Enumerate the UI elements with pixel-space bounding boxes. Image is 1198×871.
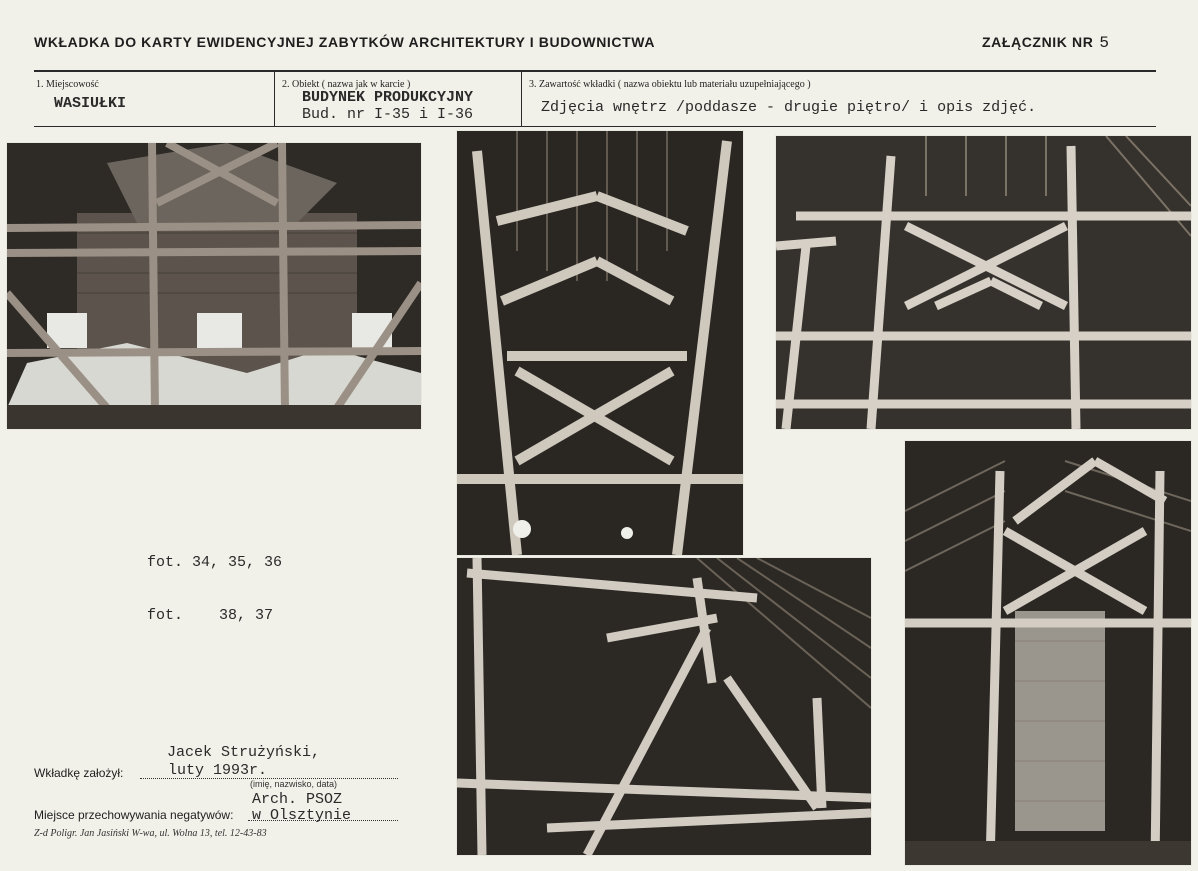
photo-numbers-line-1: fot. 34, 35, 36	[147, 554, 283, 571]
contents-value: Zdjęcia wnętrz /poddasze - drugie piętro/ i opis zdjęć.	[541, 99, 1037, 116]
photo-icon	[457, 558, 871, 855]
object-value-line-1: BUDYNEK PRODUKCYJNY	[302, 89, 474, 106]
photo-icon	[776, 136, 1191, 429]
photo-icon	[7, 143, 421, 429]
attic-photo-36	[775, 135, 1192, 430]
author-date: luty 1993r.	[168, 762, 268, 779]
locality-label: 1. Miejscowość	[36, 79, 99, 90]
storage-value-line-2: w Olsztynie	[252, 807, 352, 824]
attic-photo-34	[6, 142, 422, 430]
author-label: Wkładkę założył:	[34, 766, 124, 780]
header-bottom-rule	[34, 126, 1156, 127]
contents-label: 3. Zawartość wkładki ( nazwa obiektu lub materiału uzupełniającego )	[529, 79, 811, 90]
field-divider	[274, 72, 275, 126]
form-title: WKŁADKA DO KARTY EWIDENCYJNEJ ZABYTKÓW ARCHITEKTURY I BUDOWNICTWA	[34, 34, 656, 50]
storage-label: Miejsce przechowywania negatywów:	[34, 808, 234, 822]
author-hint: (imię, nazwisko, data)	[250, 779, 338, 789]
attic-photo-37	[904, 440, 1192, 866]
printer-credit: Z-d Poligr. Jan Jasiński W-wa, ul. Wolna 13, tel. 12-43-83	[34, 828, 267, 839]
author-name: Jacek Strużyński,	[167, 744, 321, 761]
annex-label: ZAŁĄCZNIK NR 5	[982, 34, 1110, 52]
attic-photo-35	[456, 130, 744, 556]
locality-value: WASIUŁKI	[54, 95, 127, 112]
attic-photo-38	[456, 557, 872, 856]
field-divider	[521, 72, 522, 126]
photo-icon	[457, 131, 743, 555]
header-top-rule	[34, 70, 1156, 72]
annex-number: 5	[1099, 34, 1110, 52]
object-label: 2. Obiekt ( nazwa jak w karcie )	[282, 79, 411, 90]
photo-icon	[905, 441, 1191, 865]
photo-numbers-line-2: fot. 38, 37	[147, 607, 274, 624]
storage-value-line-1: Arch. PSOZ	[252, 791, 343, 808]
object-value-line-2: Bud. nr I-35 i I-36	[302, 106, 474, 123]
